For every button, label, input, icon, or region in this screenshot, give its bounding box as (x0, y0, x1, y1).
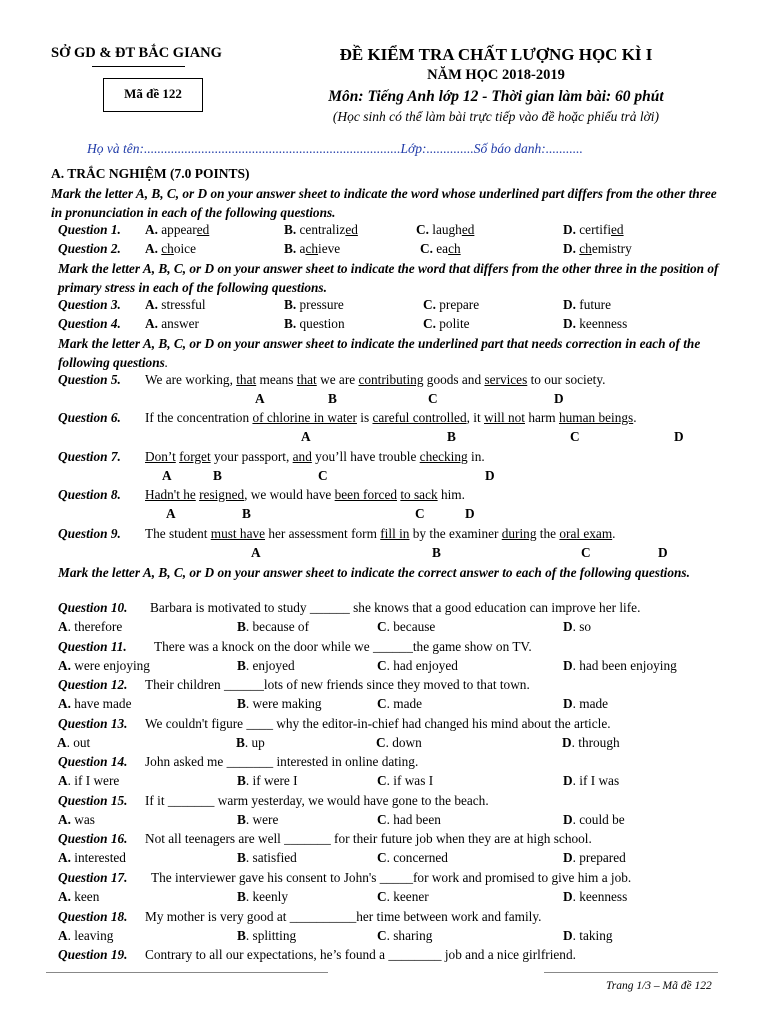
letter-d: D (485, 468, 495, 483)
question-label: Question 3. (58, 297, 121, 312)
option-b[interactable]: B. keenly (237, 889, 288, 904)
question-stem: Contrary to all our expectations, he’s found a ________ job and a nice girlfriend. (145, 947, 576, 962)
letter-a: A (301, 429, 311, 444)
question-stem: We couldn't figure ____ why the editor-in-chief had changed his mind about the article. (145, 716, 611, 731)
letter-b: B (213, 468, 222, 483)
letter-b: B (242, 506, 251, 521)
question-1 (0, 222, 768, 241)
letter-a: A (255, 391, 265, 406)
part-b[interactable]: resigned (199, 487, 245, 502)
letter-a: A (166, 506, 176, 521)
option-c[interactable]: C. polite (423, 316, 470, 331)
option-c[interactable]: C. made (377, 696, 423, 711)
question-8 (0, 487, 768, 506)
options-row (0, 889, 768, 908)
question-stem: John asked me _______ interested in online dating. (145, 754, 419, 769)
question-label: Question 18. (58, 909, 128, 924)
option-d[interactable]: D. keenness (563, 316, 628, 331)
option-d[interactable]: D. if I was (563, 773, 620, 788)
subject-line: Môn: Tiếng Anh lớp 12 - Thời gian làm bài: 60 phút (328, 88, 664, 105)
part-c[interactable]: and (292, 449, 312, 464)
option-a[interactable]: A. have made (58, 696, 132, 711)
options-row (0, 928, 768, 947)
question-label: Question 4. (58, 316, 121, 331)
option-a[interactable]: A. therefore (58, 619, 123, 634)
option-c[interactable]: C. keener (377, 889, 429, 904)
department-name: SỞ GD & ĐT BẮC GIANG (51, 45, 222, 61)
letter-c: C (415, 506, 425, 521)
letter-c: C (581, 545, 591, 560)
name-label: Họ và tên: (87, 141, 144, 156)
option-b[interactable]: B. satisfied (237, 850, 297, 865)
question-label: Question 6. (58, 410, 121, 425)
option-c[interactable]: C. concerned (377, 850, 448, 865)
option-c[interactable]: C. had enjoyed (377, 658, 458, 673)
question-label: Question 17. (58, 870, 128, 885)
question-stem: The interviewer gave his consent to John's _____for work and promised to give him a job. (151, 870, 632, 885)
option-a[interactable]: A. leaving (58, 928, 114, 943)
class-field[interactable]: .............. (426, 141, 474, 156)
part-a[interactable]: Don’t (145, 449, 176, 464)
question-label: Question 12. (58, 677, 128, 692)
letter-d: D (554, 391, 564, 406)
answer-letters (0, 429, 768, 448)
part-c[interactable]: during (501, 526, 537, 541)
question-5 (0, 372, 768, 391)
question-4 (0, 316, 768, 335)
question-label: Question 19. (58, 947, 128, 962)
question-stem: The student must have her assessment form fill in by the examiner during the oral exam. (145, 526, 616, 541)
option-d[interactable]: D. keenness (563, 889, 628, 904)
footer-rule-right (544, 972, 718, 973)
question-stem: There was a knock on the door while we ______the game show on TV. (154, 639, 532, 654)
option-b[interactable]: B. were making (237, 696, 322, 711)
question-11 (0, 639, 768, 658)
option-a[interactable]: A. stressful (145, 297, 206, 312)
letter-a: A (251, 545, 261, 560)
option-c[interactable]: C. laughed (416, 222, 475, 237)
option-d[interactable]: D. could be (563, 812, 625, 827)
id-label: Số báo danh: (473, 141, 546, 156)
option-b[interactable]: B. because of (237, 619, 310, 634)
letter-d: D (465, 506, 475, 521)
question-label: Question 9. (58, 526, 121, 541)
option-d[interactable]: D. had been enjoying (563, 658, 677, 673)
question-label: Question 7. (58, 449, 121, 464)
letter-a: A (162, 468, 172, 483)
option-d[interactable]: D. through (562, 735, 620, 750)
part-a[interactable]: that (236, 372, 257, 387)
question-label: Question 2. (58, 241, 121, 256)
question-17 (0, 870, 768, 889)
question-stem: If it _______ warm yesterday, we would have gone to the beach. (145, 793, 489, 808)
part-a[interactable]: must have (210, 526, 266, 541)
question-label: Question 16. (58, 831, 128, 846)
exam-title: ĐỀ KIỂM TRA CHẤT LƯỢNG HỌC KÌ I (339, 45, 653, 64)
part-b[interactable]: careful controlled (372, 410, 467, 425)
section-a-title: A. TRẮC NGHIỆM (7.0 POINTS) (51, 166, 250, 181)
option-d[interactable]: D. prepared (563, 850, 626, 865)
option-c[interactable]: C. because (377, 619, 436, 634)
part-d[interactable]: to sack (400, 487, 438, 502)
option-c[interactable]: C. if was I (377, 773, 434, 788)
page-number: Trang 1/3 – Mã đề 122 (606, 980, 712, 992)
option-a[interactable]: A. answer (145, 316, 199, 331)
question-13 (0, 716, 768, 735)
answer-letters (0, 506, 768, 525)
option-b[interactable]: B. splitting (237, 928, 297, 943)
question-stem: We are working, that means that we are contributing goods and services to our society. (145, 372, 606, 387)
part-a[interactable]: of chlorine in water (252, 410, 357, 425)
header-divider (92, 66, 185, 67)
letter-b: B (328, 391, 337, 406)
options-row (0, 773, 768, 792)
question-label: Question 13. (58, 716, 128, 731)
option-a[interactable]: A. if I were (58, 773, 120, 788)
instruction-correct-answer: Mark the letter A, B, C, or D on your answer sheet to indicate the correct answer to each of the following questions. (58, 565, 690, 580)
part-c[interactable]: will not (483, 410, 525, 425)
question-stem: Hadn't he resigned, we would have been forced to sack him. (145, 487, 465, 502)
exam-code-box: Mã đề 122 (103, 78, 203, 112)
question-stem: If the concentration of chlorine in water is careful controlled, it will not harm human beings. (145, 410, 637, 425)
question-stem: Barbara is motivated to study ______ she knows that a good education can improve her life. (150, 600, 641, 615)
answer-letters (0, 468, 768, 487)
option-b[interactable]: B. if were I (237, 773, 298, 788)
question-label: Question 14. (58, 754, 128, 769)
option-d[interactable]: D. certified (563, 222, 624, 237)
exam-note: (Học sinh có thể làm bài trực tiếp vào đề hoặc phiếu trả lời) (332, 109, 660, 124)
option-b[interactable]: B. pressure (284, 297, 344, 312)
question-18 (0, 909, 768, 928)
question-6 (0, 410, 768, 429)
option-a[interactable]: A. appeared (145, 222, 210, 237)
instruction-stress: Mark the letter A, B, C, or D on your answer sheet to indicate the word that differs from the other three in the position of primary stress in each of the following questions. (58, 261, 719, 295)
question-label: Question 11. (58, 639, 127, 654)
option-a[interactable]: A. out (57, 735, 91, 750)
question-stem: Not all teenagers are well _______ for their future job when they are at high school. (145, 831, 592, 846)
instruction-correction: Mark the letter A, B, C, or D on your answer sheet to indicate the underlined part that needs correction in each of the following questions. (58, 336, 701, 370)
question-14 (0, 754, 768, 773)
letter-c: C (428, 391, 438, 406)
option-b[interactable]: B. were (237, 812, 279, 827)
part-b[interactable]: forget (179, 449, 211, 464)
letter-d: D (674, 429, 684, 444)
part-d[interactable]: oral exam (559, 526, 613, 541)
option-a[interactable]: A. were enjoying (58, 658, 150, 673)
answer-letters (0, 545, 768, 564)
question-label: Question 8. (58, 487, 121, 502)
letter-b: B (447, 429, 456, 444)
option-a[interactable]: A. interested (58, 850, 126, 865)
options-row (0, 619, 768, 638)
option-b[interactable]: B. achieve (284, 241, 341, 256)
question-9 (0, 526, 768, 545)
question-label: Question 15. (58, 793, 128, 808)
option-b[interactable]: B. enjoyed (237, 658, 295, 673)
footer-rule-left (46, 972, 328, 973)
options-row (0, 696, 768, 715)
question-3 (0, 297, 768, 316)
id-field[interactable]: ........... (545, 141, 583, 156)
part-b[interactable]: fill in (380, 526, 410, 541)
question-7 (0, 449, 768, 468)
question-10 (0, 600, 768, 619)
options-row (0, 850, 768, 869)
question-stem: Their children ______lots of new friends since they moved to that town. (145, 677, 530, 692)
option-c[interactable]: C. had been (377, 812, 441, 827)
letter-c: C (318, 468, 328, 483)
options-row (0, 735, 768, 754)
question-stem: Don’t forget your passport, and you’ll have trouble checking in. (145, 449, 485, 464)
option-a[interactable]: A. was (58, 812, 95, 827)
option-a[interactable]: A. choice (145, 241, 196, 256)
class-label: Lớp: (400, 141, 427, 156)
question-16 (0, 831, 768, 850)
letter-b: B (432, 545, 441, 560)
question-19 (0, 947, 768, 966)
question-15 (0, 793, 768, 812)
answer-letters (0, 391, 768, 410)
options-row (0, 658, 768, 677)
question-label: Question 10. (58, 600, 128, 615)
options-row (0, 812, 768, 831)
option-b[interactable]: B. up (236, 735, 265, 750)
part-a[interactable]: Hadn't he (145, 487, 196, 502)
part-b[interactable]: that (296, 372, 317, 387)
option-b[interactable]: B. centralized (284, 222, 358, 237)
part-c[interactable]: contributing (358, 372, 424, 387)
option-c[interactable]: C. prepare (423, 297, 480, 312)
question-stem: My mother is very good at __________her time between work and family. (145, 909, 542, 924)
instruction-pronunciation: Mark the letter A, B, C, or D on your answer sheet to indicate the word whose underlined part differs from the other three in pronunciation in each of the following questions. (51, 186, 717, 220)
option-d[interactable]: D. made (563, 696, 609, 711)
option-c[interactable]: C. each (420, 241, 461, 256)
question-label: Question 5. (58, 372, 121, 387)
part-c[interactable]: been forced (334, 487, 398, 502)
letter-d: D (658, 545, 668, 560)
option-c[interactable]: C. sharing (377, 928, 433, 943)
option-d[interactable]: D. chemistry (563, 241, 632, 256)
option-b[interactable]: B. question (284, 316, 345, 331)
option-d[interactable]: D. taking (563, 928, 613, 943)
school-year: NĂM HỌC 2018-2019 (427, 67, 565, 83)
question-label: Question 1. (58, 222, 121, 237)
question-12 (0, 677, 768, 696)
question-2 (0, 241, 768, 260)
part-d[interactable]: human beings (558, 410, 634, 425)
name-field[interactable]: ............................................................................ (143, 141, 401, 156)
part-d[interactable]: checking (419, 449, 468, 464)
student-info-line (87, 141, 583, 157)
option-a[interactable]: A. keen (58, 889, 100, 904)
option-d[interactable]: D. so (563, 619, 592, 634)
part-d[interactable]: services (484, 372, 528, 387)
option-d[interactable]: D. future (563, 297, 612, 312)
letter-c: C (570, 429, 580, 444)
option-c[interactable]: C. down (376, 735, 422, 750)
